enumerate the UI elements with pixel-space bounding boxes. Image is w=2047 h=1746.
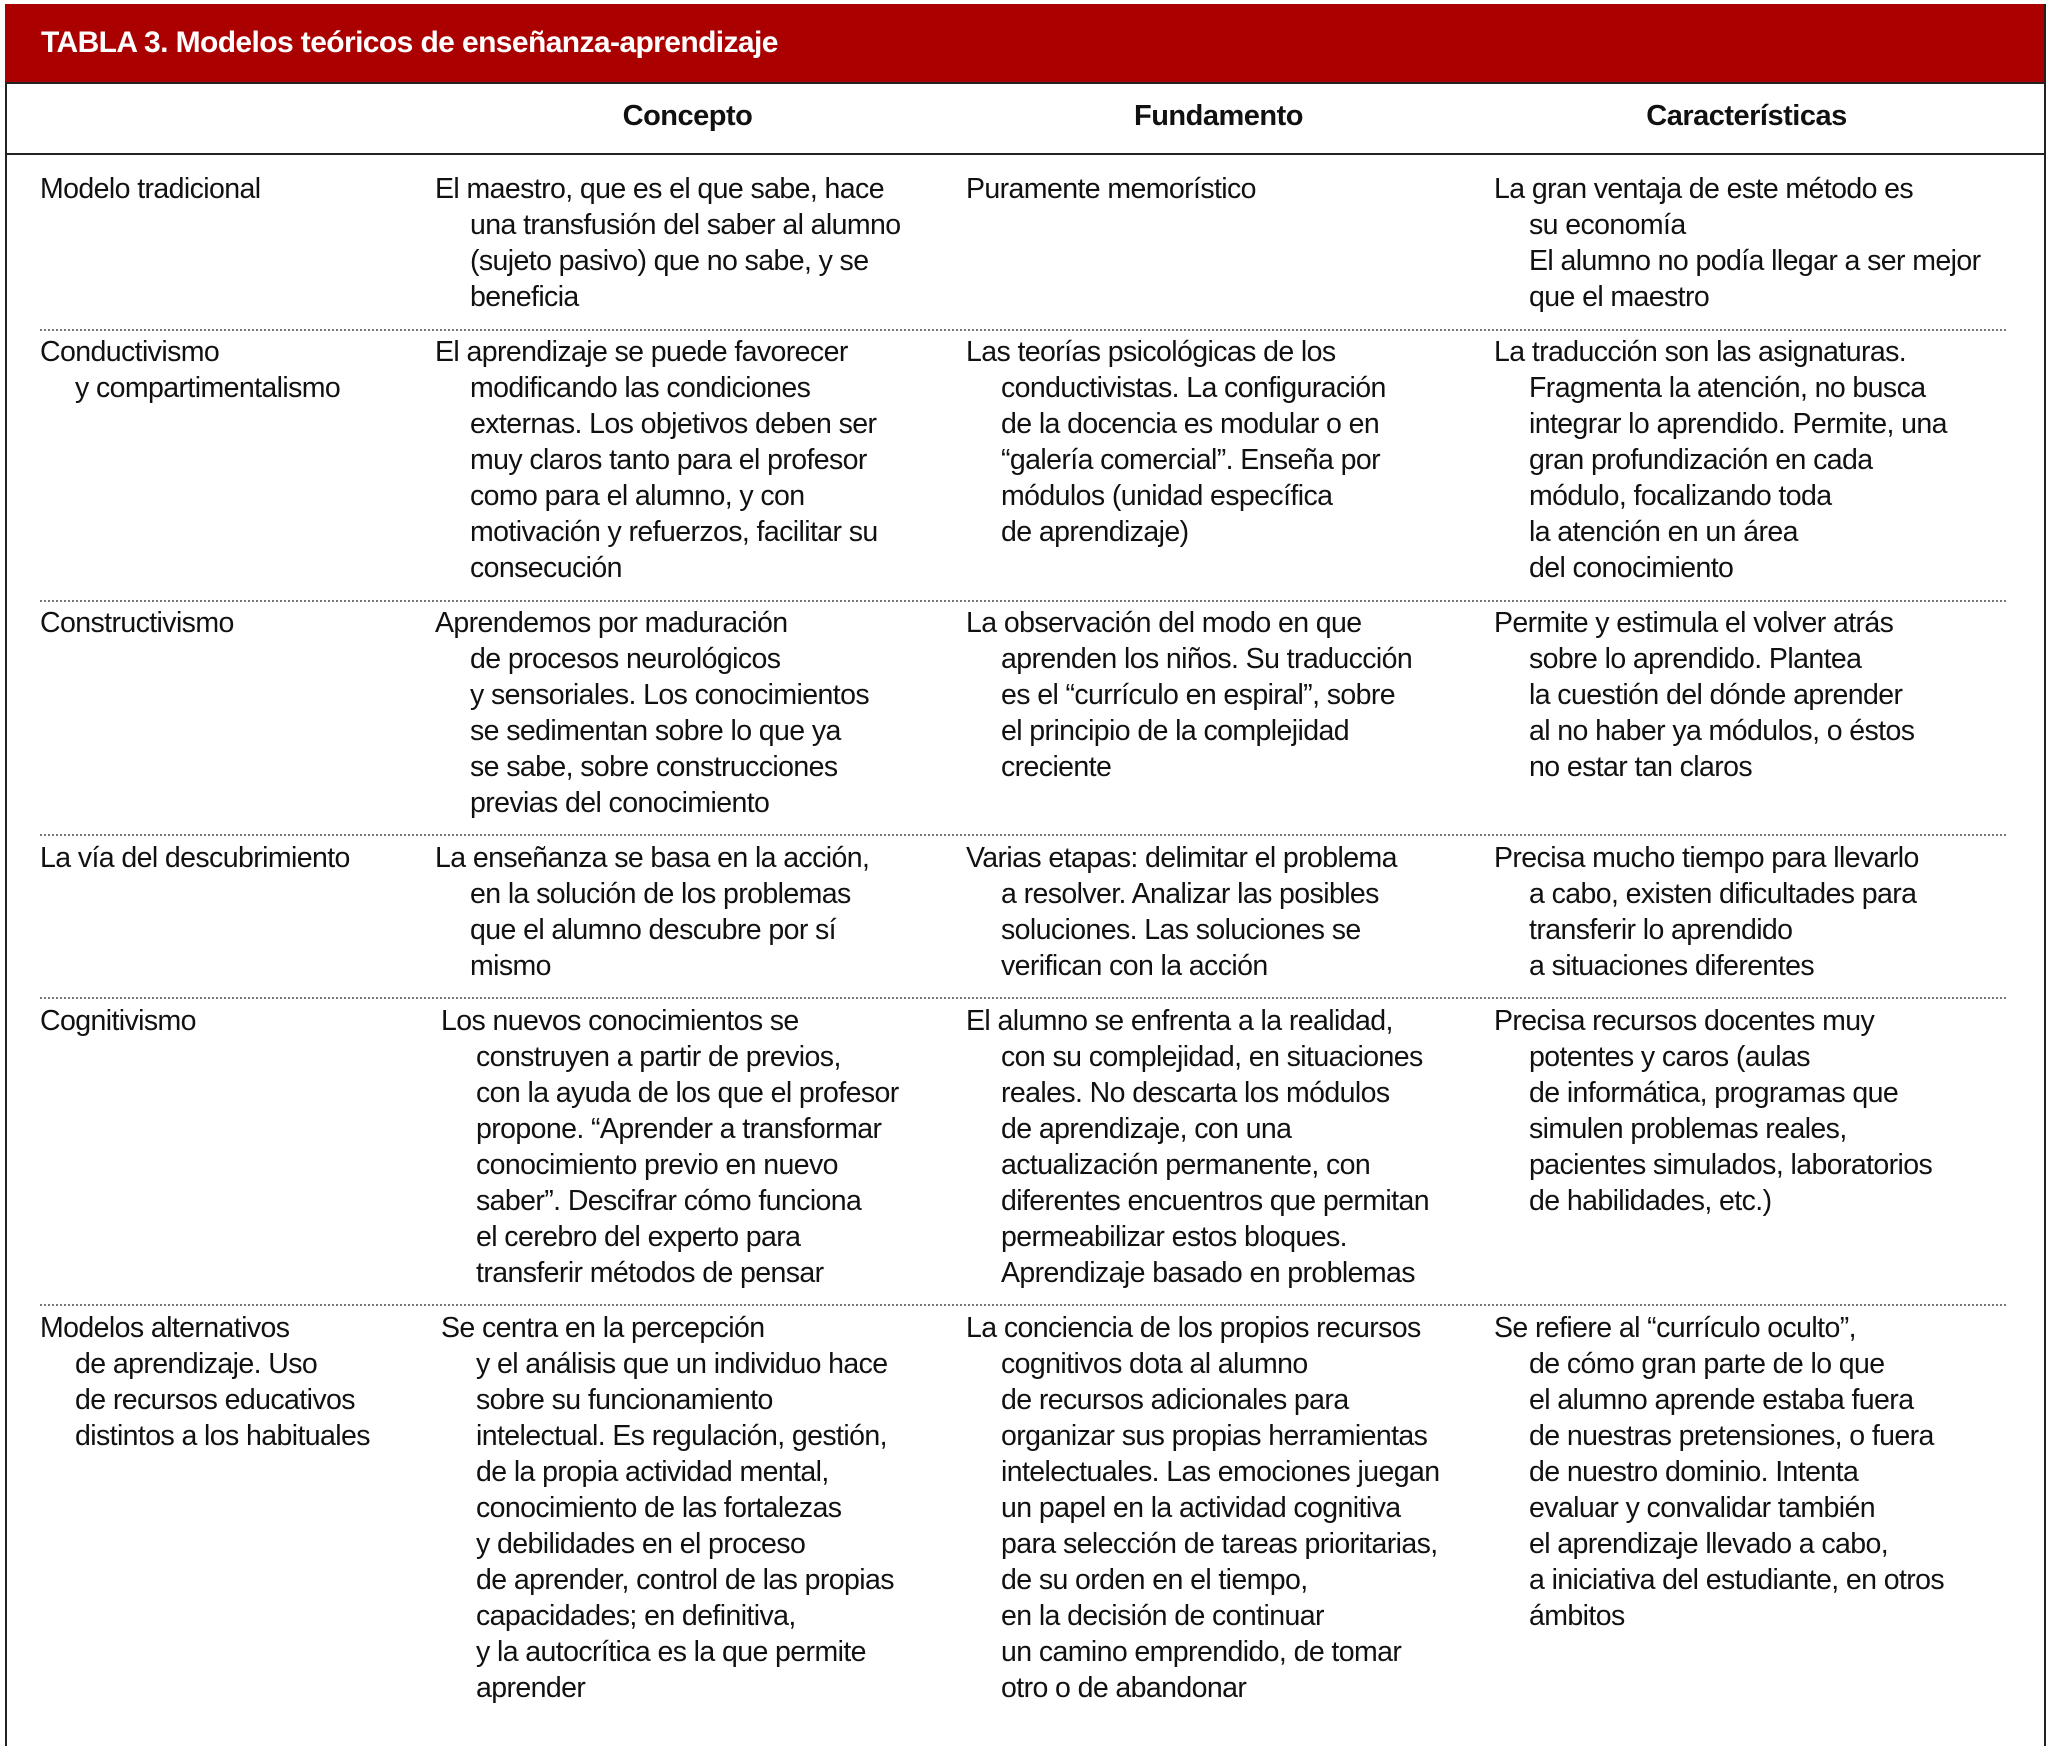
cell-line: externas. Los objetivos deben ser: [470, 408, 877, 440]
cell-line: la atención en un área: [1529, 516, 1798, 548]
cell-line: ámbitos: [1529, 1600, 1625, 1632]
cell-line: potentes y caros (aulas: [1529, 1041, 1810, 1073]
cell-line: Se centra en la percepción: [441, 1312, 765, 1344]
table-cell-concepto: [441, 1310, 894, 1706]
table-cell-fundamento: [966, 171, 1256, 207]
table-cell-concepto: [441, 1003, 899, 1291]
cell-line: intelectual. Es regulación, gestión,: [476, 1420, 887, 1452]
cell-line: el principio de la complejidad: [1001, 715, 1349, 747]
cell-line: Los nuevos conocimientos se: [441, 1005, 799, 1037]
cell-line: conocimiento de las fortalezas: [476, 1492, 842, 1524]
cell-line: y el análisis que un individuo hace: [476, 1348, 888, 1380]
table-cell-modelo: [40, 605, 234, 641]
cell-line: módulos (unidad específica: [1001, 480, 1333, 512]
cell-line: permeabilizar estos bloques.: [1001, 1221, 1347, 1253]
column-header-caracteristicas: Características: [1646, 100, 1847, 132]
cell-line: propone. “Aprender a transformar: [476, 1113, 882, 1145]
cell-line: el cerebro del experto para: [476, 1221, 801, 1253]
cell-line: sobre lo aprendido. Plantea: [1529, 643, 1862, 675]
cell-line: construyen a partir de previos,: [476, 1041, 841, 1073]
table-cell-caracteristicas: [1494, 840, 1919, 984]
cell-line: y debilidades en el proceso: [476, 1528, 806, 1560]
cell-line: consecución: [470, 552, 622, 584]
table-cell-modelo: [40, 171, 261, 207]
cell-line: aprenden los niños. Su traducción: [1001, 643, 1413, 675]
cell-line: Varias etapas: delimitar el problema: [966, 842, 1397, 874]
cell-line: al no haber ya módulos, o éstos: [1529, 715, 1915, 747]
cell-line: que el maestro: [1529, 281, 1710, 313]
cell-line: que el alumno descubre por sí: [470, 914, 837, 946]
row-divider: [40, 997, 2006, 999]
cell-line: La traducción son las asignaturas.: [1494, 336, 1907, 368]
cell-line: a resolver. Analizar las posibles: [1001, 878, 1379, 910]
cell-line: La conciencia de los propios recursos: [966, 1312, 1421, 1344]
table-cell-caracteristicas: [1494, 1310, 1944, 1634]
cell-line: en la solución de los problemas: [470, 878, 851, 910]
cell-line: una transfusión del saber al alumno: [470, 209, 901, 241]
cell-line: de la docencia es modular o en: [1001, 408, 1380, 440]
cell-line: Fragmenta la atención, no busca: [1529, 372, 1926, 404]
table-cell-concepto: [435, 334, 878, 586]
cell-line: del conocimiento: [1529, 552, 1734, 584]
cell-line: de nuestras pretensiones, o fuera: [1529, 1420, 1934, 1452]
cell-line: de aprendizaje. Uso: [75, 1348, 318, 1380]
cell-line: a cabo, existen dificultades para: [1529, 878, 1917, 910]
table-cell-modelo: [40, 1310, 370, 1454]
cell-line: integrar lo aprendido. Permite, una: [1529, 408, 1947, 440]
cell-line: módulo, focalizando toda: [1529, 480, 1832, 512]
cell-line: previas del conocimiento: [470, 787, 770, 819]
cell-line: Conductivismo: [40, 336, 220, 368]
table-cell-fundamento: [966, 605, 1412, 785]
cell-line: (sujeto pasivo) que no sabe, y se: [470, 245, 869, 277]
cell-line: Permite y estimula el volver atrás: [1494, 607, 1894, 639]
cell-line: Aprendemos por maduración: [435, 607, 788, 639]
cell-line: de recursos educativos: [75, 1384, 355, 1416]
cell-line: para selección de tareas prioritarias,: [1001, 1528, 1438, 1560]
cell-line: de aprendizaje, con una: [1001, 1113, 1292, 1145]
cell-line: transferir métodos de pensar: [476, 1257, 824, 1289]
cell-line: “galería comercial”. Enseña por: [1001, 444, 1380, 476]
cell-line: el alumno aprende estaba fuera: [1529, 1384, 1914, 1416]
table-cell-modelo: [40, 840, 350, 876]
cell-line: El alumno no podía llegar a ser mejor: [1529, 245, 1981, 277]
cell-line: es el “currículo en espiral”, sobre: [1001, 679, 1396, 711]
cell-line: Se refiere al “currículo oculto”,: [1494, 1312, 1856, 1344]
cell-line: Precisa mucho tiempo para llevarlo: [1494, 842, 1919, 874]
table-cell-concepto: [435, 605, 869, 821]
cell-line: y compartimentalismo: [75, 372, 341, 404]
cell-line: El maestro, que es el que sabe, hace: [435, 173, 884, 205]
table-cell-fundamento: [966, 1003, 1429, 1291]
cell-line: simulen problemas reales,: [1529, 1113, 1847, 1145]
table-title-bar: [5, 4, 2044, 84]
cell-line: transferir lo aprendido: [1529, 914, 1793, 946]
cell-line: El aprendizaje se puede favorecer: [435, 336, 848, 368]
cell-line: mismo: [470, 950, 551, 982]
cell-line: y sensoriales. Los conocimientos: [470, 679, 870, 711]
cell-line: y la autocrítica es la que permite: [476, 1636, 866, 1668]
header-divider: [5, 153, 2044, 155]
cell-line: Precisa recursos docentes muy: [1494, 1005, 1875, 1037]
cell-line: organizar sus propias herramientas: [1001, 1420, 1428, 1452]
cell-line: no estar tan claros: [1529, 751, 1753, 783]
cell-line: de procesos neurológicos: [470, 643, 781, 675]
table-cell-fundamento: [966, 840, 1397, 984]
cell-line: de la propia actividad mental,: [476, 1456, 829, 1488]
cell-line: como para el alumno, y con: [470, 480, 805, 512]
cell-line: La gran ventaja de este método es: [1494, 173, 1914, 205]
cell-line: capacidades; en definitiva,: [476, 1600, 796, 1632]
cell-line: aprender: [476, 1672, 586, 1704]
cell-line: un papel en la actividad cognitiva: [1001, 1492, 1401, 1524]
cell-line: verifican con la acción: [1001, 950, 1268, 982]
row-divider: [40, 834, 2006, 836]
cell-line: pacientes simulados, laboratorios: [1529, 1149, 1933, 1181]
cell-line: se sedimentan sobre lo que ya: [470, 715, 841, 747]
cell-line: Modelo tradicional: [40, 173, 261, 205]
cell-line: creciente: [1001, 751, 1112, 783]
cell-line: gran profundización en cada: [1529, 444, 1873, 476]
cell-line: de nuestro dominio. Intenta: [1529, 1456, 1859, 1488]
cell-line: saber”. Descifrar cómo funciona: [476, 1185, 862, 1217]
cell-line: de cómo gran parte de lo que: [1529, 1348, 1885, 1380]
cell-line: muy claros tanto para el profesor: [470, 444, 867, 476]
table-cell-caracteristicas: [1494, 334, 1947, 586]
cell-line: intelectuales. Las emociones juegan: [1001, 1456, 1440, 1488]
column-header-fundamento: Fundamento: [1134, 100, 1303, 132]
cell-line: conductivistas. La configuración: [1001, 372, 1386, 404]
cell-line: La enseñanza se basa en la acción,: [435, 842, 870, 874]
cell-line: el aprendizaje llevado a cabo,: [1529, 1528, 1889, 1560]
cell-line: cognitivos dota al alumno: [1001, 1348, 1308, 1380]
cell-line: Constructivismo: [40, 607, 234, 639]
cell-line: motivación y refuerzos, facilitar su: [470, 516, 878, 548]
row-divider: [40, 329, 2006, 331]
table-title: TABLA 3. Modelos teóricos de enseñanza-aprendizaje: [41, 26, 778, 59]
cell-line: su economía: [1529, 209, 1686, 241]
cell-line: Puramente memorístico: [966, 173, 1256, 205]
cell-line: Aprendizaje basado en problemas: [1001, 1257, 1415, 1289]
cell-line: reales. No descarta los módulos: [1001, 1077, 1390, 1109]
cell-line: La vía del descubrimiento: [40, 842, 350, 874]
cell-line: de informática, programas que: [1529, 1077, 1899, 1109]
cell-line: evaluar y convalidar también: [1529, 1492, 1875, 1524]
cell-line: otro o de abandonar: [1001, 1672, 1247, 1704]
table-cell-caracteristicas: [1494, 1003, 1932, 1219]
cell-line: soluciones. Las soluciones se: [1001, 914, 1361, 946]
cell-line: con su complejidad, en situaciones: [1001, 1041, 1423, 1073]
cell-line: sobre su funcionamiento: [476, 1384, 773, 1416]
cell-line: de habilidades, etc.): [1529, 1185, 1772, 1217]
cell-line: El alumno se enfrenta a la realidad,: [966, 1005, 1393, 1037]
cell-line: a situaciones diferentes: [1529, 950, 1815, 982]
cell-line: Cognitivismo: [40, 1005, 196, 1037]
table-cell-caracteristicas: [1494, 171, 1980, 315]
cell-line: La observación del modo en que: [966, 607, 1362, 639]
cell-line: modificando las condiciones: [470, 372, 811, 404]
cell-line: diferentes encuentros que permitan: [1001, 1185, 1429, 1217]
table-cell-fundamento: [966, 1310, 1439, 1706]
cell-line: de recursos adicionales para: [1001, 1384, 1349, 1416]
row-divider: [40, 600, 2006, 602]
cell-line: actualización permanente, con: [1001, 1149, 1371, 1181]
cell-line: distintos a los habituales: [75, 1420, 370, 1452]
cell-line: de aprender, control de las propias: [476, 1564, 894, 1596]
cell-line: de aprendizaje): [1001, 516, 1189, 548]
table-cell-concepto: [435, 840, 869, 984]
cell-line: con la ayuda de los que el profesor: [476, 1077, 899, 1109]
cell-line: la cuestión del dónde aprender: [1529, 679, 1903, 711]
table-cell-concepto: [435, 171, 901, 315]
row-divider: [40, 1304, 2006, 1306]
table-cell-modelo: [40, 1003, 196, 1039]
cell-line: conocimiento previo en nuevo: [476, 1149, 838, 1181]
cell-line: a iniciativa del estudiante, en otros: [1529, 1564, 1945, 1596]
cell-line: Modelos alternativos: [40, 1312, 290, 1344]
cell-line: Las teorías psicológicas de los: [966, 336, 1336, 368]
cell-line: beneficia: [470, 281, 579, 313]
cell-line: en la decisión de continuar: [1001, 1600, 1324, 1632]
cell-line: un camino emprendido, de tomar: [1001, 1636, 1402, 1668]
cell-line: de su orden en el tiempo,: [1001, 1564, 1308, 1596]
column-header-concepto: Concepto: [622, 100, 753, 132]
table-cell-fundamento: [966, 334, 1386, 550]
table-cell-caracteristicas: [1494, 605, 1914, 785]
table-cell-modelo: [40, 334, 340, 406]
cell-line: se sabe, sobre construcciones: [470, 751, 838, 783]
